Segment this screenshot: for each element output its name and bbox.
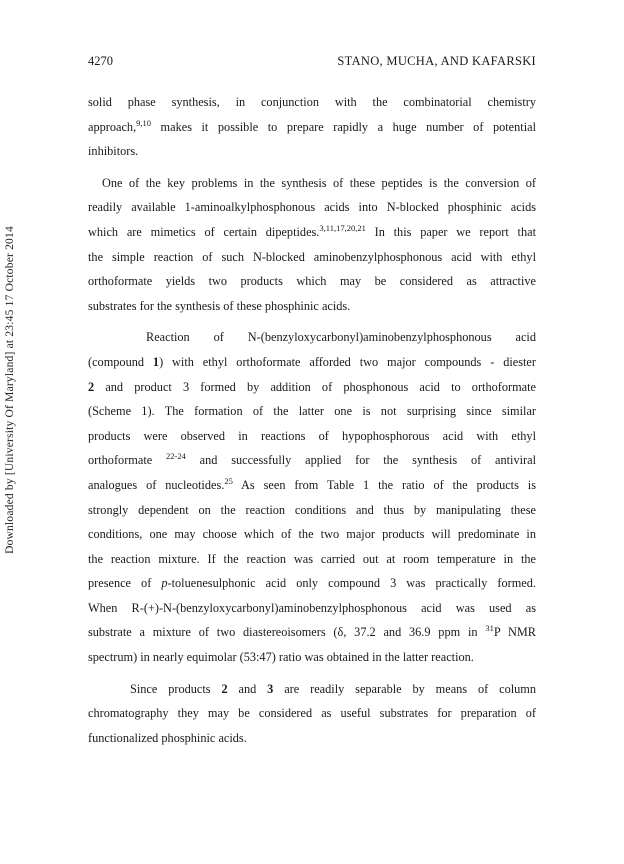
text-line <box>88 448 536 473</box>
compound-number: 2 <box>221 681 228 696</box>
paragraph <box>88 325 536 669</box>
citation-ref: 9,10 <box>136 117 152 128</box>
text-line <box>88 473 536 498</box>
italic-prefix: p <box>161 576 168 591</box>
line-text: substrate a mixture of two diastereoisomers (δ, 37.2 and 36.9 ppm in <box>88 625 486 640</box>
page-number: 4270 <box>88 54 113 68</box>
compound-number: 2 <box>88 379 95 394</box>
text-line <box>88 571 536 596</box>
line-text: and successfully applied for the synthesis of antiviral <box>185 453 536 468</box>
line-text: makes it possible to prepare rapidly a huge number of potential <box>151 119 536 134</box>
line-text: P NMR <box>493 625 536 640</box>
text-line: products were observed in reactions of hypophosphorous acid with ethyl <box>88 428 536 443</box>
compound-number: 3 <box>267 681 274 696</box>
isotope-mass: 31 <box>485 623 494 634</box>
text-line: the reaction mixture. If the reaction was carried out at room temperature in the <box>88 551 536 566</box>
text-line: (Scheme 1). The formation of the latter one is not surprising since similar <box>88 404 536 419</box>
line-text: approach, <box>88 119 137 134</box>
text-line <box>88 375 536 400</box>
text-line <box>88 350 536 375</box>
text-line: chromatography they may be considered as useful substrates for preparation of <box>88 706 536 721</box>
line-text: are readily separable by means of column <box>273 681 537 696</box>
line-text: Since products <box>130 681 222 696</box>
line-text: -toluenesulphonic acid only compound 3 was practically formed. <box>167 576 536 591</box>
line-text: and <box>227 681 268 696</box>
compound-number: 1 <box>152 354 160 369</box>
line-text: ) with ethyl orthoformate afforded two major compounds - diester <box>159 354 536 369</box>
citation-ref: 3,11,17,20,21 <box>319 222 366 233</box>
text-line: inhibitors. <box>88 144 139 159</box>
line-text: and product 3 formed by addition of phosphonous acid to orthoformate <box>94 379 536 394</box>
text-line <box>88 115 536 140</box>
citation-ref: 22-24 <box>166 451 186 462</box>
paragraph <box>88 677 536 751</box>
text-line: strongly dependent on the reaction conditions and thus by manipulating these <box>88 502 536 517</box>
text-line <box>88 620 536 645</box>
text-line <box>88 220 536 245</box>
line-text: (compound <box>88 354 153 369</box>
text-line: When R-(+)-N-(benzyloxycarbonyl)aminobenzylphosphonous acid was used as <box>88 600 536 615</box>
text-line: orthoformate yields two products which may be considered as attractive <box>88 274 536 289</box>
citation-ref: 25 <box>224 475 233 486</box>
text-line: solid phase synthesis, in conjunction with the combinatorial chemistry <box>88 95 536 109</box>
text-line: One of the key problems in the synthesis of these peptides is the conversion of <box>102 175 536 190</box>
download-watermark <box>2 140 18 640</box>
line-text: presence of <box>88 576 162 591</box>
line-text: As seen from Table 1 the ratio of the products is <box>232 477 536 492</box>
line-text: analogues of nucleotides. <box>88 477 225 492</box>
line-text: orthoformate <box>88 453 166 468</box>
running-head: STANO, MUCHA, AND KAFARSKI <box>337 54 536 68</box>
line-text: In this paper we report that <box>365 224 537 239</box>
paragraph <box>88 171 536 319</box>
download-note-text: Downloaded by [University Of Maryland] at 23:45 17 October 2014 <box>4 226 16 554</box>
text-line: conditions, one may choose which of the two major products will predominate in <box>88 527 536 542</box>
article-body <box>88 90 536 750</box>
text-line <box>88 677 536 702</box>
paragraph <box>88 90 536 164</box>
text-line: readily available 1-aminoalkylphosphonous acids into N-blocked phosphinic acids <box>88 200 536 215</box>
text-line: substrates for the synthesis of these phosphinic acids. <box>88 298 351 313</box>
text-line: Reaction of N-(benzyloxycarbonyl)aminobenzylphosphonous acid <box>146 330 536 345</box>
line-text: which are mimetics of certain dipeptides. <box>88 224 320 239</box>
text-line: spectrum) in nearly equimolar (53:47) ratio was obtained in the latter reaction. <box>88 650 474 665</box>
text-line: functionalized phosphinic acids. <box>88 730 247 745</box>
text-line: the simple reaction of such N-blocked aminobenzylphosphonous acid with ethyl <box>88 249 536 264</box>
